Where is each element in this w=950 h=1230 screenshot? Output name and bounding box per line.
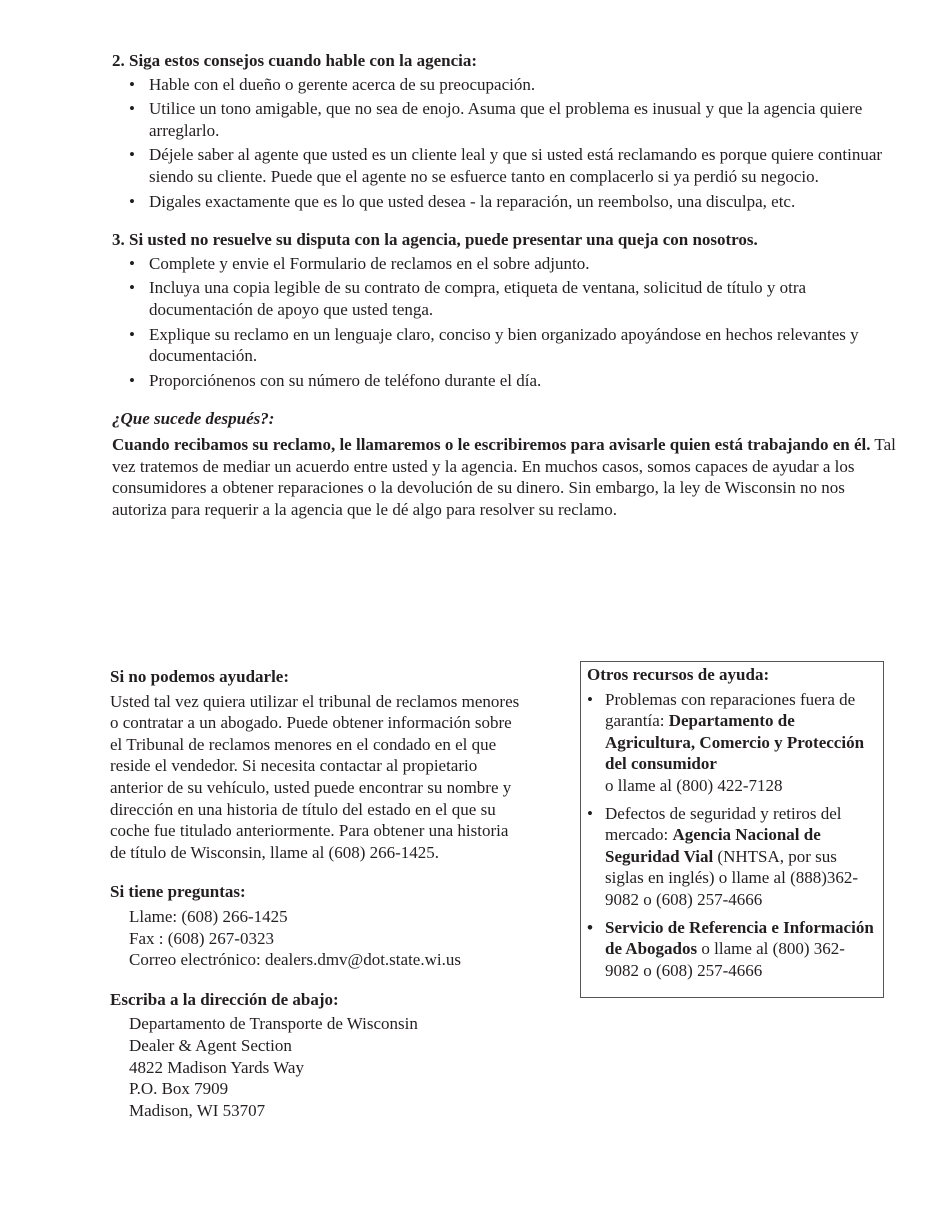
list-item: • Hable con el dueño o gerente acerca de su preocupación. [112,74,897,96]
list-item: • Digales exactamente que es lo que usted desea - la reparación, un reembolso, una disculpa, etc. [112,191,897,213]
email-line: Correo electrónico: dealers.dmv@dot.state.wi.us [129,950,461,970]
left-column [110,666,520,1139]
resource-text: Problemas con reparaciones fuera de garantía: [605,689,856,731]
questions-heading: Si tiene preguntas: [110,882,246,902]
resource-agency: Agencia Nacional de Seguridad Vial [605,825,821,866]
what-happens-next-lead: Cuando recibamos su reclamo, le llamaremos o le escribiremos para avisarle quien está trabajando en él. [112,434,871,454]
section-2 [112,50,897,212]
list-item: • Incluya una copia legible de su contrato de compra, etiqueta de ventana, solicitud de título y otra documentación de apoyo que usted tenga. [112,277,897,320]
section-3 [112,229,897,391]
address-line: Dealer & Agent Section [129,1035,292,1055]
mailing-address [110,1013,520,1121]
contact-info [110,906,520,971]
what-happens-next-paragraph [112,434,897,520]
phone-line: Llame: (608) 266-1425 [129,906,288,926]
address-line: 4822 Madison Yards Way [129,1057,304,1077]
list-item: • Explique su reclamo en un lenguaje claro, conciso y bien organizado apoyándose en hechos relevantes y documentación. [112,324,897,367]
resource-agency: Departamento de Agricultura, Comercio y Protección del consumidor [605,711,865,774]
section-3-list [112,253,897,392]
cant-help-heading: Si no podemos ayudarle: [110,667,289,686]
what-happens-next [112,408,897,520]
resource-text: Defectos de seguridad y retiros del mercado: [605,803,842,845]
address-line: P.O. Box 7909 [129,1079,229,1099]
other-resources-box [580,661,884,998]
section-2-heading: 2. Siga estos consejos cuando hable con la agencia: [112,51,478,70]
what-happens-next-body: Tal vez tratemos de mediar un acuerdo entre usted y la agencia. En muchos casos, somos capaces de ayudar a los consumidores a obtener reparaciones o la devolución de su dinero. Sin embargo, la ley de Wisconsin no nos autoriza para requerir a la agencia que le dé algo para resolver su reclamo. [112,434,896,519]
resource-item [587,803,877,911]
list-item: • Complete y envie el Formulario de reclamos en el sobre adjunto. [112,253,897,275]
address-line: Departamento de Transporte de Wisconsin [129,1014,418,1034]
main-content [112,50,897,520]
list-item: • Proporciónenos con su número de teléfono durante el día. [112,370,897,392]
address-line: Madison, WI 53707 [129,1100,266,1120]
cant-help-body: Usted tal vez quiera utilizar el tribunal de reclamos menores o contratar a un abogado. Puede obtener información sobre el Tribunal de reclamos menores en el condado en el que reside el vendedor. Si necesita contactar al propietario anterior de su vehículo, usted puede encontrar su nombre y dirección en una historia de título del estado en el que su coche fue titulado anteriormente. Para obtener una historia de título de Wisconsin, llame al (608) 266-1425. [110,691,520,862]
resource-item [587,689,877,797]
list-item: • Utilice un tono amigable, que no sea de enojo. Asuma que el problema es inusual y que la agencia quiere arreglarlo. [112,98,897,141]
other-resources-heading: Otros recursos de ayuda: [587,665,770,684]
other-resources-list [587,689,877,982]
resource-text: (NHTSA, por sus siglas en inglés) o llame al (888)362-9082 o (608) 257-4666 [605,846,859,909]
resource-text: o llame al (800) 362-9082 o (608) 257-4666 [605,939,845,980]
resource-item [587,917,877,982]
section-2-list [112,74,897,213]
section-3-heading: 3. Si usted no resuelve su disputa con la agencia, puede presentar una queja con nosotros. [112,230,758,250]
list-item: • Déjele saber al agente que usted es un cliente leal y que si usted está reclamando es porque quiere continuar siendo su cliente. Puede que el agente no se esfuerce tanto en complacerlo si ya perdió su negocio. [112,144,897,187]
address-heading: Escriba a la dirección de abajo: [110,989,339,1009]
resource-text: o llame al (800) 422-7128 [605,775,783,795]
what-happens-next-title: ¿Que sucede después?: [112,409,275,429]
resource-agency: Servicio de Referencia e Información de Abogados [605,917,874,959]
fax-line: Fax : (608) 267-0323 [129,928,274,948]
